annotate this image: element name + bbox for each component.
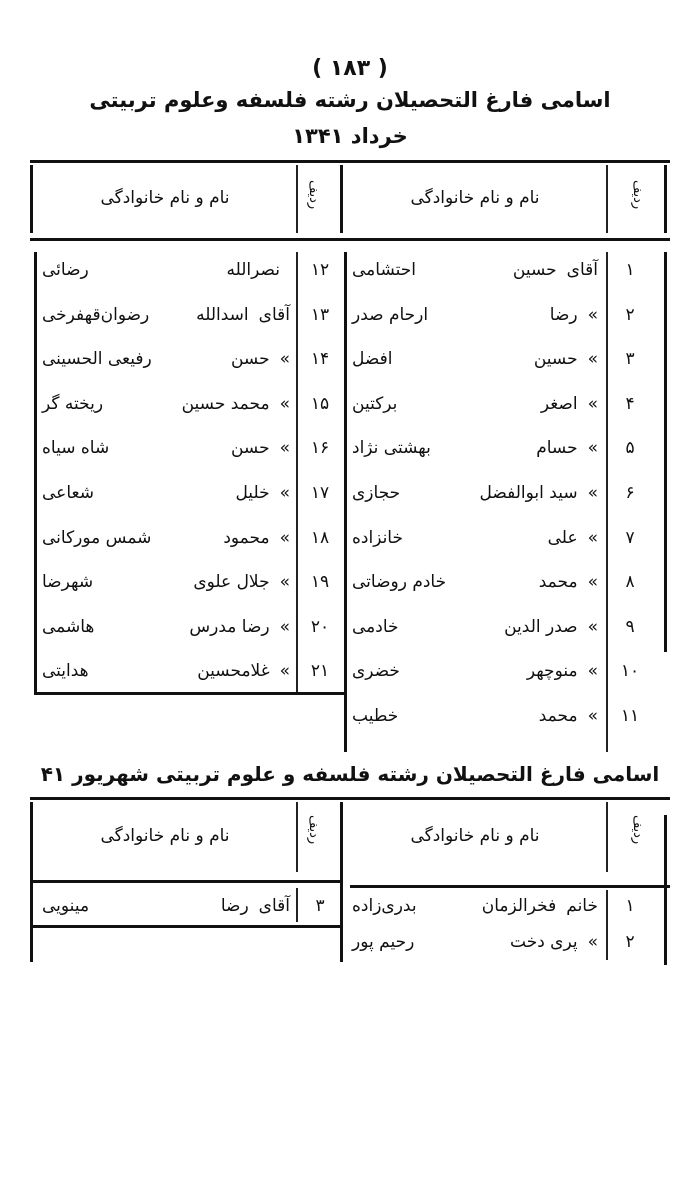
name-prefix: »: [279, 483, 290, 503]
subtitle-date: خرداد ۱۳۴۱: [292, 124, 408, 148]
person-name: [352, 924, 598, 960]
name-prefix: »: [587, 572, 598, 593]
name-prefix: »: [279, 438, 290, 459]
name-prefix: »: [587, 304, 598, 325]
table-border: [344, 252, 347, 752]
first-name: محمد: [538, 706, 578, 726]
table-border: [340, 802, 343, 962]
person-name: [352, 297, 598, 333]
last-name: خادمی: [352, 616, 399, 637]
row-number: ۱۲: [310, 260, 330, 280]
header-radif: ردیف: [306, 815, 321, 845]
column-divider: [296, 165, 298, 233]
first-name: سید ابوالفضل: [479, 483, 578, 503]
first-name: اصغر: [540, 393, 578, 414]
first-name: غلامحسین: [197, 661, 270, 682]
last-name: رحیم پور: [352, 932, 415, 952]
person-name: [352, 520, 598, 556]
last-name: ریخته گر: [42, 393, 104, 414]
last-name: شهرضا: [42, 572, 94, 593]
column-divider: [296, 888, 298, 922]
first-name: جلال علوی: [193, 572, 270, 593]
table-rule: [30, 160, 670, 163]
last-name: بهشتی نژاد: [352, 438, 431, 459]
person-name: [42, 888, 290, 924]
row-number: ۲: [625, 932, 635, 952]
person-name: [352, 252, 598, 288]
last-name: خضری: [352, 661, 400, 682]
name-prefix: آقای: [258, 304, 290, 325]
page-number: ( ۱۸۳ ): [312, 56, 388, 81]
first-name: علی: [547, 527, 578, 548]
name-prefix: »: [279, 393, 290, 414]
first-name: پری دخت: [510, 932, 578, 952]
first-name: نصرالله: [226, 260, 280, 280]
row-number: ۷: [625, 527, 635, 548]
last-name: شاه سیاه: [42, 438, 110, 459]
column-divider: [296, 252, 298, 692]
row-number: ۱۴: [310, 349, 330, 370]
first-name: رضا مدرس: [189, 616, 270, 637]
first-name: محمد حسین: [181, 393, 270, 414]
row-number: ۲۱: [310, 661, 330, 682]
name-prefix: آقای: [258, 896, 290, 916]
name-prefix: »: [587, 527, 598, 548]
row-number: ۲۰: [310, 616, 330, 637]
name-prefix: آقای: [566, 260, 598, 280]
header-radif: ردیف: [630, 180, 645, 210]
first-name: رضا: [220, 896, 249, 916]
column-divider: [606, 252, 608, 752]
name-prefix: خانم: [566, 896, 598, 916]
first-name: خلیل: [235, 483, 270, 503]
last-name: حجازی: [352, 483, 401, 503]
header-name: نام و نام خانوادگی: [410, 826, 540, 846]
first-name: حسین: [512, 260, 557, 280]
person-name: [352, 653, 598, 689]
last-name: احتشامی: [352, 260, 416, 280]
first-name: صدر الدین: [504, 616, 578, 637]
person-name: [352, 564, 598, 600]
last-name: هدایتی: [42, 661, 89, 682]
last-name: خطیب: [352, 706, 399, 726]
last-name: رضائی: [42, 260, 89, 280]
row-number: ۱۹: [310, 572, 330, 593]
person-name: [42, 297, 290, 333]
person-name: [42, 341, 290, 377]
first-name: محمود: [223, 527, 270, 548]
first-name: اسدالله: [196, 304, 249, 325]
last-name: هاشمی: [42, 616, 95, 637]
name-prefix: »: [587, 483, 598, 503]
person-name: [42, 653, 290, 689]
person-name: [42, 520, 290, 556]
first-name: رضا: [549, 304, 578, 325]
last-name: بدری‌زاده: [352, 896, 417, 916]
row-number: ۲: [625, 304, 635, 325]
header-name: نام و نام خانوادگی: [100, 188, 230, 208]
row-number: ۱۳: [310, 304, 330, 325]
name-prefix: »: [279, 527, 290, 548]
person-name: [42, 430, 290, 466]
first-name: منوچهر: [526, 661, 578, 682]
header-radif: ردیف: [630, 815, 645, 845]
table-rule: [30, 797, 670, 800]
column-divider: [296, 802, 298, 872]
person-name: [352, 609, 598, 645]
person-name: [42, 475, 290, 511]
last-name: خادم روضاتی: [352, 572, 447, 593]
last-name: رفیعی الحسینی: [42, 349, 152, 370]
title: اسامی فارغ التحصیلان رشته فلسفه وعلوم تربیتی: [89, 88, 611, 112]
column-divider: [606, 165, 608, 233]
last-name: رضوان‌قهفرخی: [42, 304, 150, 325]
person-name: [352, 698, 598, 734]
first-name: محمد: [538, 572, 578, 593]
row-number: ۱۵: [310, 393, 330, 414]
column-divider: [606, 890, 608, 960]
row-number: ۱۶: [310, 438, 330, 459]
table-border: [664, 252, 667, 652]
table-border: [34, 252, 37, 692]
first-name: حسین: [533, 349, 578, 370]
row-number: ۸: [625, 572, 635, 593]
last-name: شمس مورکانی: [42, 527, 152, 548]
row-number: ۱: [625, 896, 635, 916]
person-name: [42, 386, 290, 422]
row-number: ۱۸: [310, 527, 330, 548]
name-prefix: »: [587, 438, 598, 459]
name-prefix: »: [587, 393, 598, 414]
last-name: برکتین: [352, 393, 398, 414]
person-name: [352, 341, 598, 377]
person-name: [42, 609, 290, 645]
last-name: افضل: [352, 349, 393, 370]
section-title: اسامی فارغ التحصیلان رشته فلسفه و علوم تربیتی شهریور ۴۱: [40, 762, 660, 786]
name-prefix: »: [279, 349, 290, 370]
name-prefix: »: [279, 572, 290, 593]
person-name: [352, 386, 598, 422]
table-rule: [34, 692, 344, 695]
row-number: ۱۰: [620, 661, 640, 682]
last-name: مینویی: [42, 896, 90, 916]
table-rule: [30, 880, 340, 883]
row-number: ۶: [625, 483, 635, 503]
name-prefix: »: [279, 616, 290, 637]
table-border: [664, 165, 667, 233]
row-number: ۵: [625, 438, 635, 459]
table-rule: [30, 238, 670, 241]
last-name: خانزاده: [352, 527, 403, 548]
first-name: حسن: [230, 438, 270, 459]
table-rule: [30, 925, 340, 928]
row-number: ۳: [625, 349, 635, 370]
person-name: [42, 252, 290, 288]
name-prefix: »: [587, 661, 598, 682]
row-number: ۱: [625, 260, 635, 280]
table-border: [664, 815, 667, 965]
name-prefix: »: [587, 932, 598, 952]
name-prefix: »: [587, 616, 598, 637]
header-name: نام و نام خانوادگی: [100, 826, 230, 846]
table-border: [340, 165, 343, 233]
row-number: ۹: [625, 616, 635, 637]
last-name: ارحام صدر: [352, 304, 429, 325]
last-name: شعاعی: [42, 483, 94, 503]
table-border: [30, 165, 33, 233]
header-name: نام و نام خانوادگی: [410, 188, 540, 208]
row-number: ۳: [315, 896, 325, 916]
name-prefix: »: [587, 706, 598, 726]
table-border: [30, 802, 33, 962]
name-prefix: »: [279, 661, 290, 682]
person-name: [352, 888, 598, 924]
header-radif: ردیف: [306, 180, 321, 210]
name-prefix: »: [587, 349, 598, 370]
row-number: ۴: [625, 393, 635, 414]
first-name: حسام: [536, 438, 578, 459]
first-name: فخرالزمان: [481, 896, 557, 916]
row-number: ۱۱: [620, 706, 640, 726]
person-name: [352, 430, 598, 466]
person-name: [352, 475, 598, 511]
person-name: [42, 564, 290, 600]
row-number: ۱۷: [310, 483, 330, 503]
first-name: حسن: [230, 349, 270, 370]
column-divider: [606, 802, 608, 872]
